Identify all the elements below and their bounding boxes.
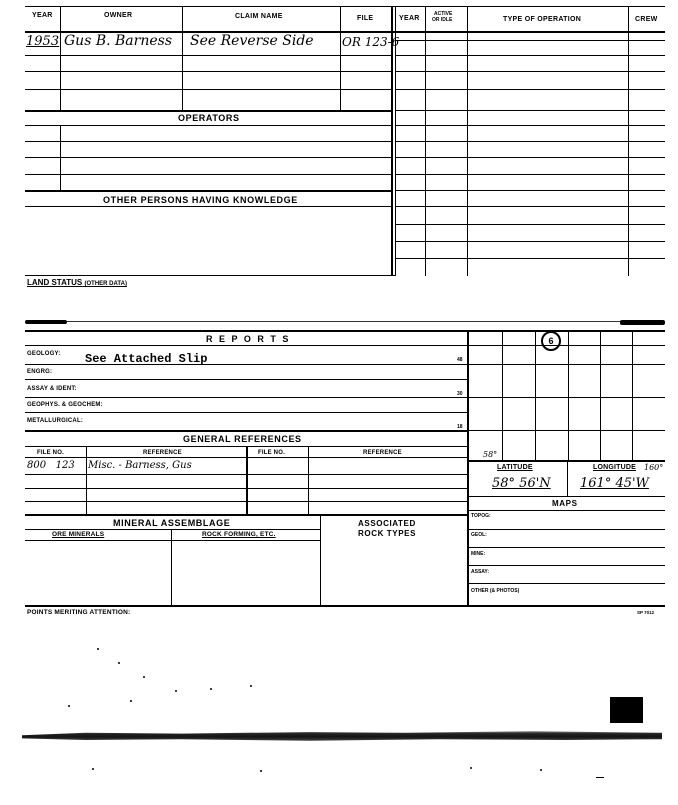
geology-value: See Attached Slip [85, 352, 208, 366]
col-line [567, 460, 568, 496]
row-line [25, 529, 320, 530]
header-year-2: YEAR [399, 15, 420, 22]
header-or-idle: OR IDLE [432, 17, 453, 23]
row-line [25, 190, 391, 192]
grid-line [600, 330, 601, 460]
grid-line [502, 330, 503, 460]
form-number: SP 7012 [637, 610, 655, 615]
row-line [395, 206, 665, 207]
header-type-of-operation: TYPE OF OPERATION [503, 16, 582, 23]
land-status-main: LAND STATUS [27, 278, 83, 287]
form-bottom [25, 605, 665, 607]
grid-line [467, 460, 665, 462]
grid-line [467, 397, 665, 398]
row-line [25, 206, 391, 207]
row-line [25, 412, 467, 413]
longitude-value: 161° 45'W [580, 476, 649, 491]
maps-other: OTHER (& PHOTOS) [471, 588, 520, 594]
row-line [25, 110, 391, 112]
scan-smear [22, 728, 662, 744]
row-line [467, 547, 665, 548]
col-line [320, 514, 321, 605]
row-line [25, 474, 467, 475]
mineral-assemblage-title: MINERAL ASSEMBLAGE [113, 518, 231, 528]
row-line [395, 224, 665, 225]
row-line [25, 501, 467, 502]
entry-claim-name: See Reverse Side [190, 33, 314, 49]
row-line [467, 510, 665, 511]
row-line [25, 397, 467, 398]
ref-file-no: 800 123 [27, 460, 75, 471]
top-border [25, 6, 665, 7]
longitude-label: LONGITUDE [593, 464, 637, 471]
row-line [25, 379, 467, 380]
row-line [25, 157, 391, 158]
row-line [25, 540, 320, 541]
land-status-label [27, 278, 127, 287]
header-file-no-2: FILE NO. [258, 450, 285, 456]
entry-owner: Gus B. Barness [64, 33, 173, 49]
location-circle-marker: 6 [541, 331, 561, 351]
points-meriting-attention-label: POINTS MERITING ATTENTION: [27, 609, 131, 616]
assay-num: 30 [457, 391, 463, 397]
latitude-value: 58° 56'N [492, 476, 551, 491]
grid-line [467, 345, 665, 346]
general-references-title: GENERAL REFERENCES [183, 434, 302, 444]
grid-line [535, 330, 536, 460]
grid-line [467, 496, 665, 497]
maps-topog: TOPOG: [471, 513, 491, 519]
row-line [25, 174, 391, 175]
maps-assay: ASSAY: [471, 569, 490, 575]
land-status-sub: (OTHER DATA) [84, 281, 127, 287]
row-line [25, 71, 391, 72]
grid-line [467, 430, 665, 431]
row-line [25, 125, 391, 126]
row-line [395, 89, 665, 90]
row-line [25, 89, 391, 90]
col-line-claim [340, 6, 341, 111]
row-line [395, 190, 665, 191]
row-line [395, 174, 665, 175]
metallurgical-num: 18 [457, 424, 463, 430]
grid-line [632, 330, 633, 460]
metallurgical-label: METALLURGICAL: [27, 418, 84, 424]
ref-reference: Misc. - Barness, Gus [88, 460, 192, 471]
row-line [25, 345, 467, 346]
form-divider [467, 330, 469, 605]
row-line [395, 40, 665, 41]
associated-label: ASSOCIATED [358, 519, 416, 528]
longitude-mark: 160° [644, 463, 664, 472]
entry-year: 1953 [26, 34, 60, 49]
header-owner: OWNER [104, 12, 133, 19]
header-file: FILE [357, 15, 374, 22]
row-line [25, 488, 467, 489]
row-line [395, 71, 665, 72]
bottom-line [25, 275, 395, 276]
grid-line [568, 330, 569, 460]
header-year: YEAR [32, 12, 53, 19]
form-top [25, 330, 665, 332]
rock-forming-header: ROCK FORMING, ETC. [202, 531, 276, 538]
row-line [467, 565, 665, 566]
col-line-owner [182, 6, 183, 111]
grid-mark-58: 58° [483, 450, 498, 459]
engrg-label: ENGRG: [27, 369, 53, 375]
geology-num: 48 [457, 357, 463, 363]
header-file-no: FILE NO. [37, 450, 64, 456]
geophys-label: GEOPHYS. & GEOCHEM: [27, 402, 103, 408]
row-line [25, 514, 467, 516]
latitude-label: LATITUDE [497, 464, 533, 471]
header-active: ACTIVE [434, 11, 453, 17]
others-title: OTHER PERSONS HAVING KNOWLEDGE [103, 195, 298, 205]
maps-geol: GEOL: [471, 532, 487, 538]
row-line [395, 258, 665, 259]
header-crew: CREW [635, 16, 658, 23]
rock-types-label: ROCK TYPES [358, 529, 417, 538]
entry-file: OR 123-6 [342, 35, 400, 49]
row-line [467, 583, 665, 584]
col-line-year [60, 6, 61, 111]
geology-label: GEOLOGY: [27, 351, 61, 357]
row-line [395, 110, 665, 111]
row-line [25, 364, 467, 365]
row-line [467, 529, 665, 530]
row-line [25, 141, 391, 142]
scan-line [25, 320, 665, 324]
row-line [25, 55, 391, 56]
row-line [395, 55, 665, 56]
grid-line [467, 364, 665, 365]
row-line [395, 157, 665, 158]
row-line [395, 241, 665, 242]
operators-title: OPERATORS [178, 113, 240, 123]
col-line [308, 446, 309, 514]
header-reference: REFERENCE [143, 450, 182, 456]
header-reference-2: REFERENCE [363, 450, 402, 456]
ore-minerals-header: ORE MINERALS [52, 531, 105, 538]
header-claim-name: CLAIM NAME [235, 13, 283, 20]
reports-title: R E P O R T S [206, 334, 291, 344]
assay-ident-label: ASSAY & IDENT: [27, 386, 77, 392]
maps-title: MAPS [552, 499, 578, 508]
col-line [246, 446, 248, 514]
maps-mine: MINE: [471, 551, 486, 557]
scan-block [610, 697, 643, 723]
row-line [25, 430, 467, 432]
row-line [395, 125, 665, 126]
row-line [395, 141, 665, 142]
col-line [86, 446, 87, 514]
